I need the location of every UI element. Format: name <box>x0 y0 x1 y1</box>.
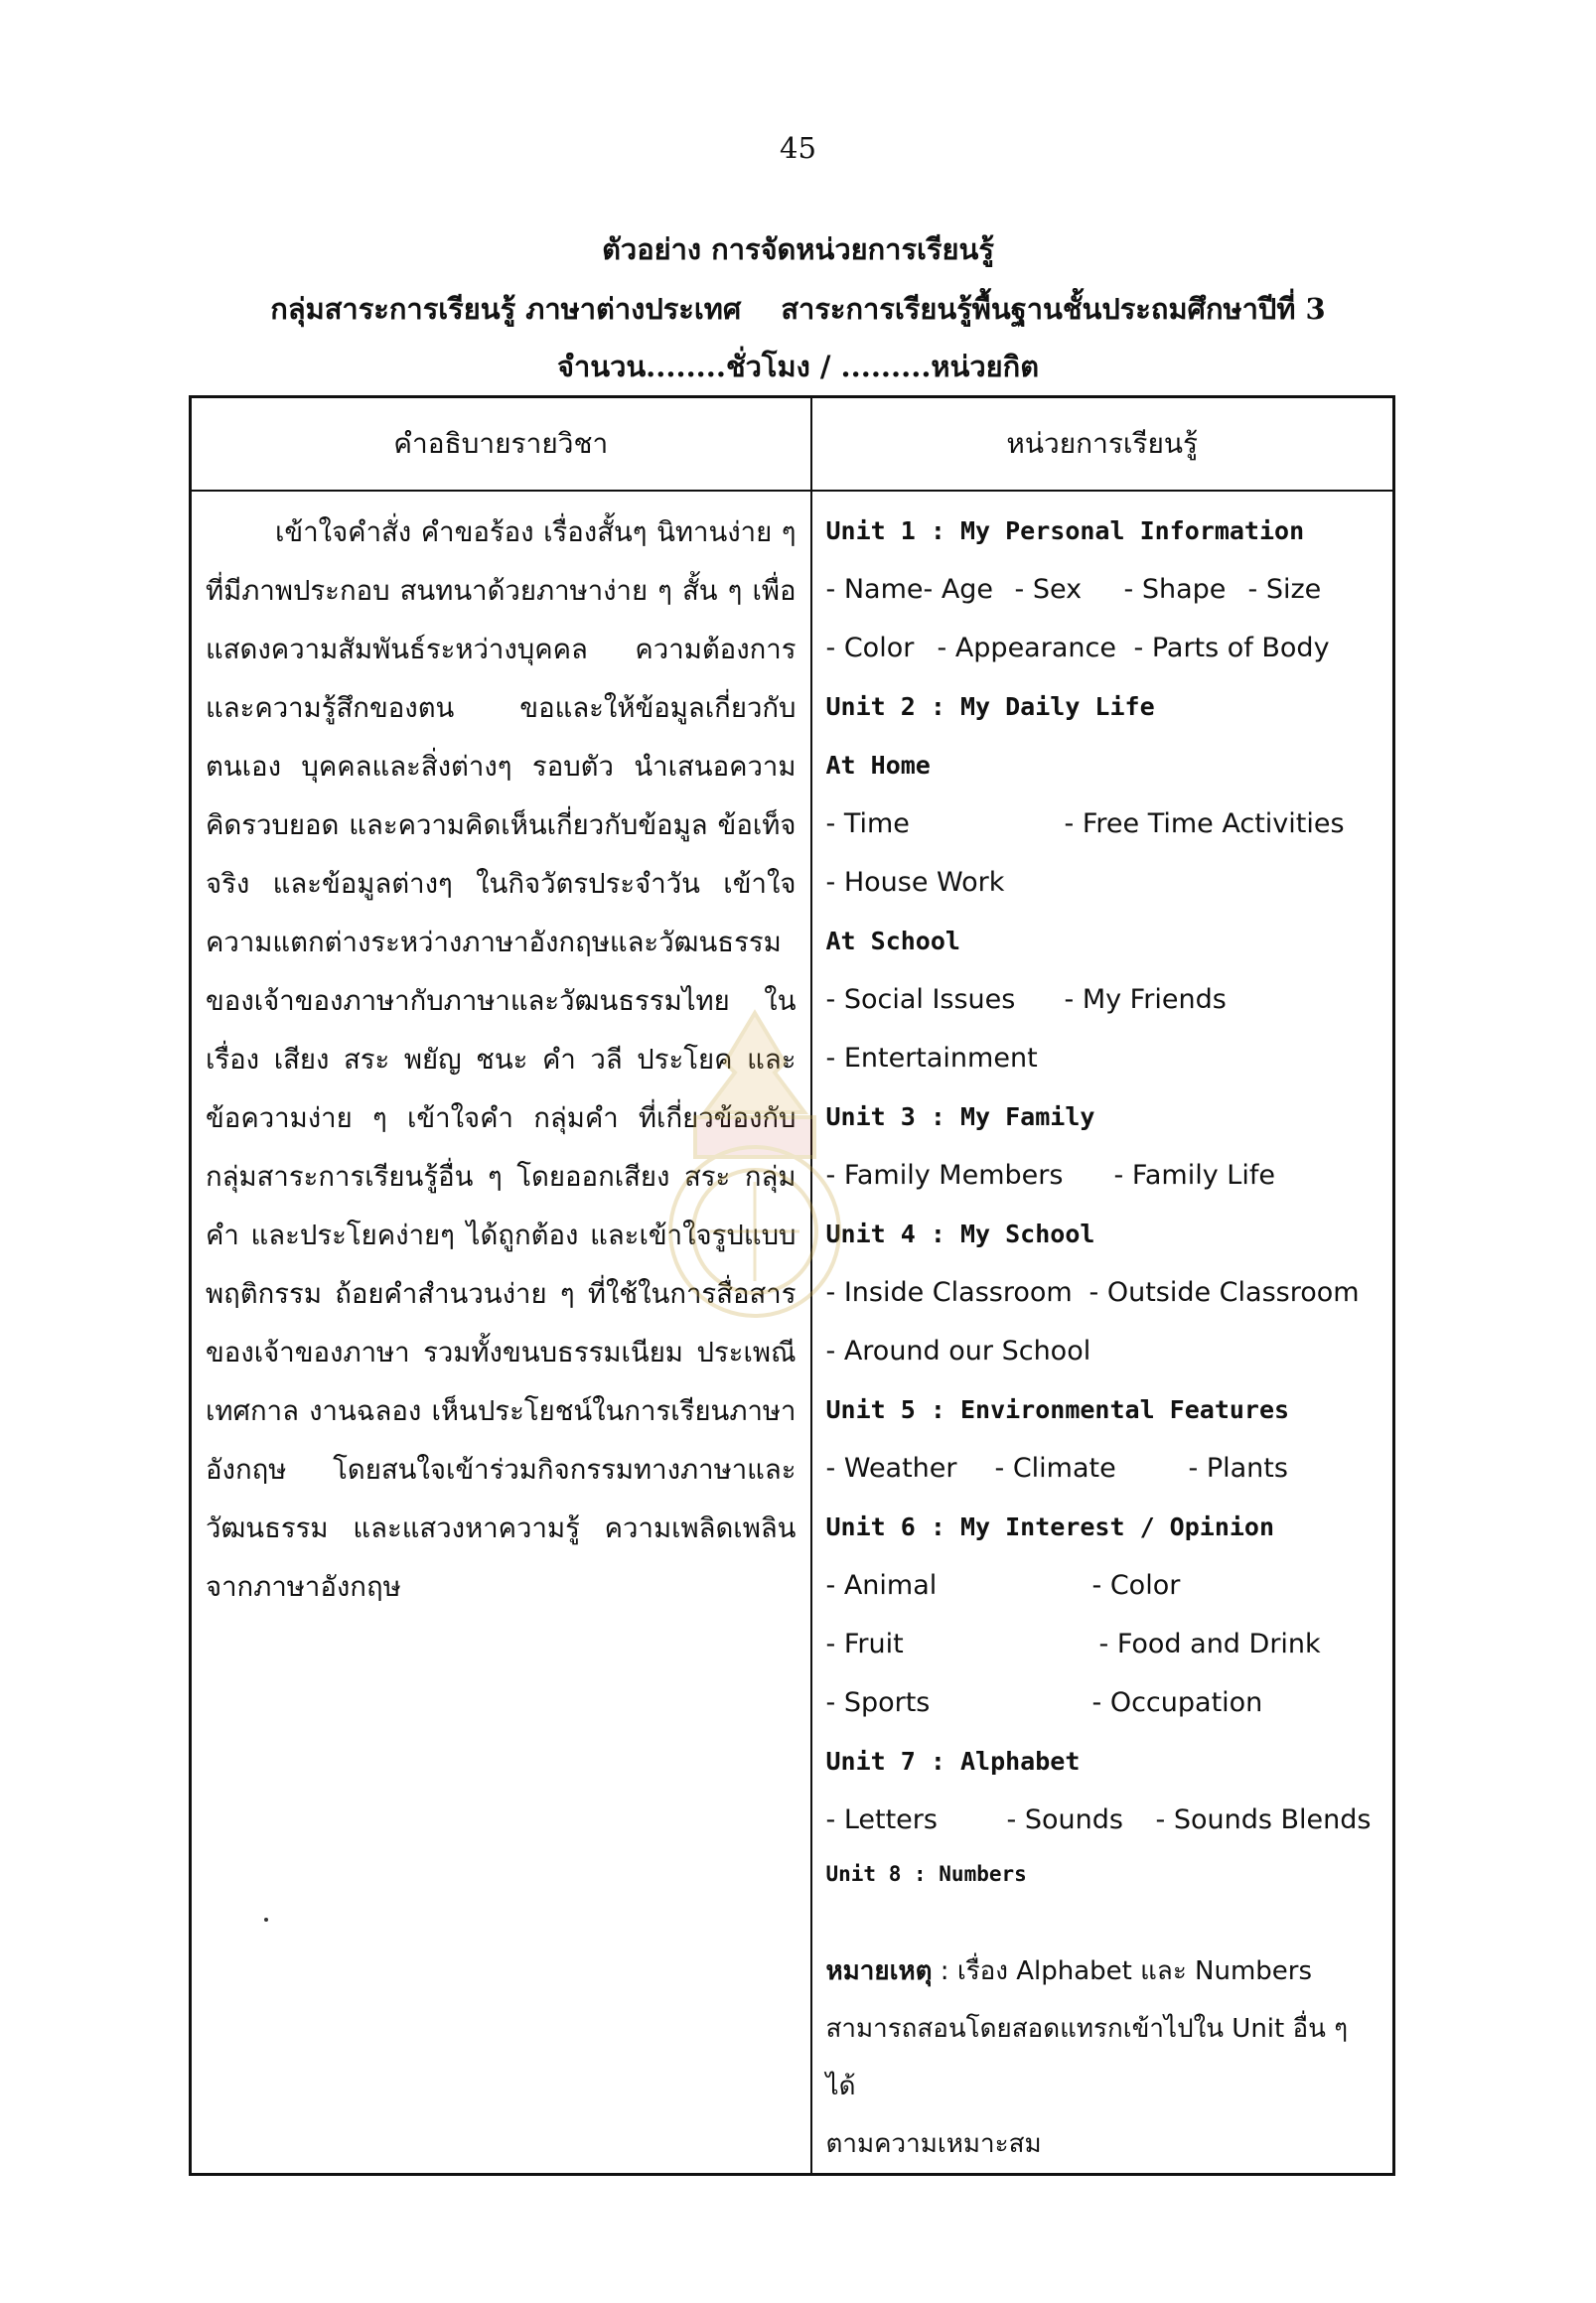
note-line-1 <box>826 1943 1383 2000</box>
unit-3-title: Unit 3 : My Family <box>825 1102 1095 1131</box>
unit-item: - Climate <box>994 1453 1116 1484</box>
unit-6-row-3 <box>826 1673 1383 1732</box>
course-description-cell <box>191 491 811 2175</box>
stray-mark <box>264 1918 268 1922</box>
unit-4-items <box>826 1263 1383 1322</box>
unit-2-title: Unit 2 : My Daily Life <box>825 692 1155 721</box>
unit-item: - Parts of Body <box>1133 633 1330 663</box>
note-text-1: : เรื่อง Alphabet และ Numbers <box>932 1956 1313 1986</box>
course-description-header: คำอธิบายรายวิชา <box>191 397 811 492</box>
unit-item: - Animal <box>825 1570 938 1601</box>
unit-item: - Plants <box>1188 1453 1288 1484</box>
unit-item: - Sports <box>825 1687 931 1718</box>
unit-4-items-row-2: - Around our School <box>825 1336 1091 1367</box>
unit-6-title: Unit 6 : My Interest / Opinion <box>825 1512 1275 1541</box>
unit-item: - Appearance <box>937 633 1116 663</box>
unit-1-items-row-2 <box>826 619 1383 677</box>
unit-item: - Fruit <box>825 1629 904 1659</box>
unit-7-title: Unit 7 : Alphabet <box>825 1747 1081 1776</box>
learning-units-cell <box>811 491 1394 2175</box>
unit-item: - Shape <box>1123 574 1227 605</box>
hours-credits: จำนวน........ชั่วโมง / .........หน่วยกิต <box>556 350 1040 383</box>
unit-1-items-row-1 <box>826 560 1383 619</box>
unit-item: - Sounds <box>1006 1804 1123 1835</box>
note-label: หมายเหตุ <box>825 1956 933 1986</box>
unit-2-at-home: At Home <box>825 751 931 780</box>
unit-item: - Name <box>825 574 924 605</box>
unit-2-at-school: At School <box>825 927 960 955</box>
course-description-text: เข้าใจคำสั่ง คำขอร้อง เรื่องสั้นๆ นิทานง่าย ๆ ที่มีภาพประกอบ สนทนาด้วยภาษาง่าย ๆ สั้น ๆ เพื่อแสดงความสัมพันธ์ระหว่างบุคคล ความต้องการและความรู้สึกของตน ขอและให้ข้อมูลเกี่ยวกับตนเอง บุคคลและสิ่งต่างๆ รอบตัว นำเสนอความคิดรวบยอด และความคิดเห็นเกี่ยวกับข้อมูล ข้อเท็จจริง และข้อมูลต่างๆ ในกิจวัตรประจำวัน เข้าใจความแตกต่างระหว่างภาษาอังกฤษและวัฒนธรรมของเจ้าของภาษากับภาษาและวัฒนธรรมไทย ในเรื่อง เสียง สระ พยัญ ชนะ คำ วลี ประโยค และข้อความง่าย ๆ เข้าใจคำ กลุ่มคำ ที่เกี่ยวข้องกับกลุ่มสาระการเรียนรู้อื่น ๆ โดยออกเสียง สระ กลุ่มคำ และประโยคง่ายๆ ได้ถูกต้อง และเข้าใจรูปแบบพฤติกรรม ถ้อยคำสำนวนง่าย ๆ ที่ใช้ในการสื่อสารของเจ้าของภาษา รวมทั้งขนบธรรมเนียม ประเพณี เทศกาล งานฉลอง เห็นประโยชน์ในการเรียนภาษาอังกฤษ โดยสนใจเข้าร่วมกิจกรรมทางภาษาและวัฒนธรรม และแสวงหาความรู้ ความเพลิดเพลินจากภาษาอังกฤษ <box>206 516 797 1603</box>
note-line-3: ตามความเหมาะสม <box>825 2129 1042 2159</box>
unit-6-row-1 <box>826 1556 1383 1615</box>
unit-1-title: Unit 1 : My Personal Information <box>825 516 1305 545</box>
unit-3-items <box>826 1146 1383 1205</box>
unit-item: - Free Time Activities <box>1064 808 1345 839</box>
table-header-row <box>191 397 1394 492</box>
unit-7-items <box>826 1791 1383 1849</box>
unit-5-title: Unit 5 : Environmental Features <box>825 1395 1290 1424</box>
unit-item: - Sex <box>1014 574 1083 605</box>
unit-item: - Color <box>1091 1570 1181 1601</box>
document-title: ตัวอย่าง การจัดหน่วยการเรียนรู้ <box>602 232 994 266</box>
document-subtitle <box>0 286 1596 332</box>
unit-item: - My Friends <box>1064 984 1227 1015</box>
table-body-row <box>191 491 1394 2175</box>
unit-2-school-row-1 <box>826 970 1383 1029</box>
page-number: 45 <box>780 131 816 165</box>
unit-item: - Color <box>825 633 915 663</box>
unit-5-items <box>826 1439 1383 1498</box>
unit-item: - Size <box>1247 574 1322 605</box>
unit-item: - Inside Classroom <box>825 1277 1073 1308</box>
units-list <box>812 492 1393 2173</box>
unit-item: - Family Life <box>1113 1160 1275 1191</box>
unit-item: - Social Issues <box>825 984 1016 1015</box>
unit-item: - Letters <box>825 1804 938 1835</box>
unit-6-row-2 <box>826 1615 1383 1673</box>
unit-item: - Outside Classroom <box>1088 1277 1360 1308</box>
unit-item: - Time <box>825 808 910 839</box>
unit-2-home-row-2: - House Work <box>825 867 1005 898</box>
unit-item: - Food and Drink <box>1098 1629 1321 1659</box>
unit-2-school-row-2: - Entertainment <box>825 1043 1038 1074</box>
unit-item: - Family Members <box>825 1160 1064 1191</box>
unit-item: - Weather <box>825 1453 957 1484</box>
unit-item: - Sounds Blends <box>1155 1804 1372 1835</box>
grade-level: สาระการเรียนรู้พื้นฐานชั้นประถมศึกษาปีที่ 3 <box>781 292 1326 326</box>
note-line-2: สามารถสอนโดยสอดแทรกเข้าไปใน Unit อื่น ๆ ได้ <box>825 2014 1349 2101</box>
unit-item: - Age <box>923 574 994 605</box>
unit-8-title: Unit 8 : Numbers <box>825 1862 1027 1886</box>
learning-units-header: หน่วยการเรียนรู้ <box>811 397 1394 492</box>
unit-4-title: Unit 4 : My School <box>825 1220 1095 1248</box>
unit-2-home-row-1 <box>826 794 1383 853</box>
unit-item: - Occupation <box>1091 1687 1263 1718</box>
subject-group: กลุ่มสาระการเรียนรู้ ภาษาต่างประเทศ <box>270 292 742 326</box>
school-seal-watermark <box>655 1003 854 1331</box>
